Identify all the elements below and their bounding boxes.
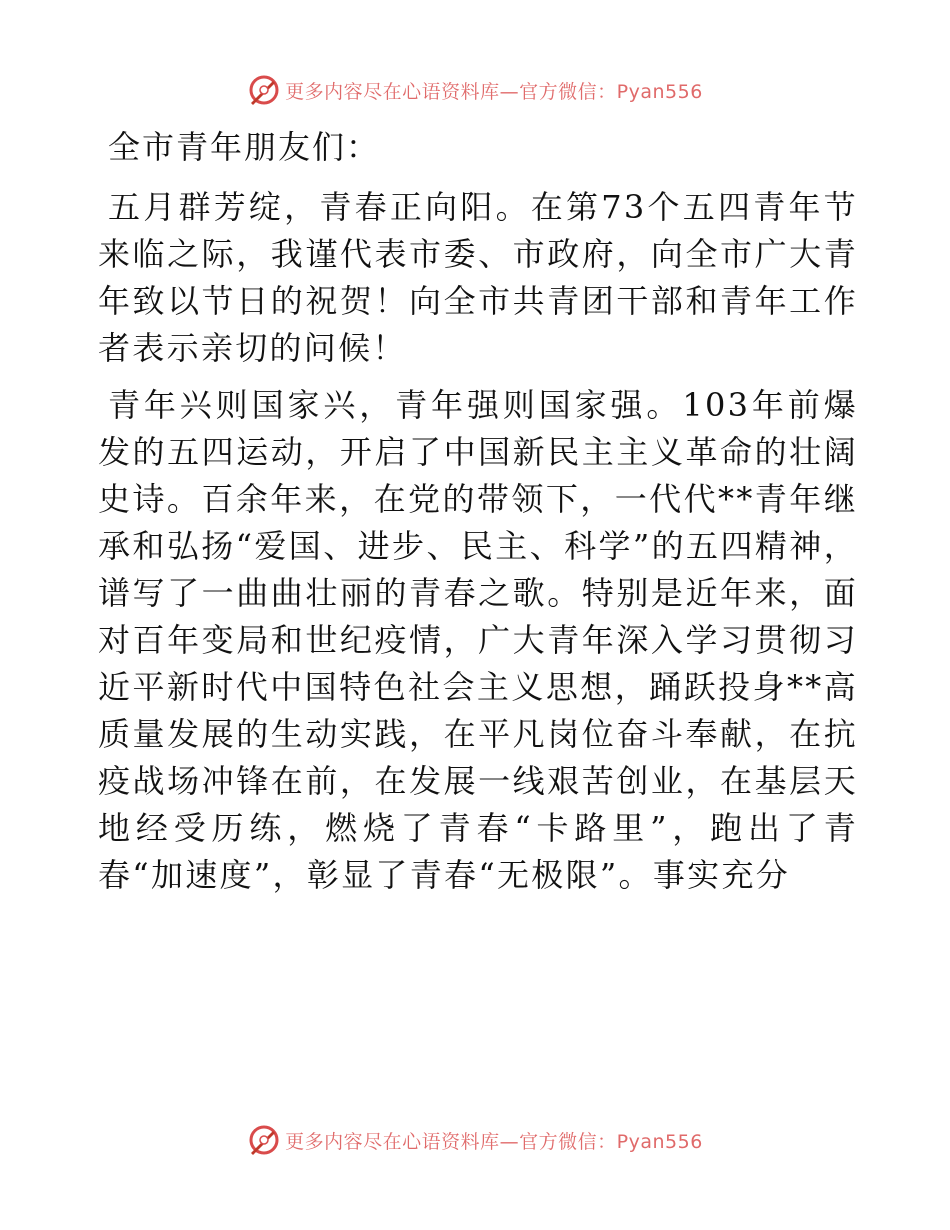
paragraph-1: 五月群芳绽，青春正向阳。在第73个五四青年节来临之际，我谨代表市委、市政府，向全市广大青年致以节日的祝贺！向全市共青团干部和青年工作者表示亲切的问候！ [98,188,858,367]
footer-watermark-banner [0,1120,950,1160]
header-watermark-text: 更多内容尽在心语资料库—官方微信：Pyan556 [285,80,703,103]
document-body [98,124,858,909]
header-watermark-banner [0,70,950,110]
footer-watermark-text: 更多内容尽在心语资料库—官方微信：Pyan556 [285,1130,703,1153]
pen-logo-icon [247,1123,281,1157]
paragraph-2: 青年兴则国家兴，青年强则国家强。103年前爆发的五四运动，开启了中国新民主主义革命的壮阔史诗。百余年来，在党的带领下，一代代**青年继承和弘扬“爱国、进步、民主、科学”的五四精神，谱写了一曲曲壮丽的青春之歌。特别是近年来，面对百年变局和世纪疫情，广大青年深入学习贯彻习近平新时代中国特色社会主义思想，踊跃投身**高质量发展的生动实践，在平凡岗位奋斗奉献，在抗疫战场冲锋在前，在发展一线艰苦创业，在基层天地经受历练，燃烧了青春“卡路里”，跑出了青春“加速度”，彰显了青春“无极限”。事实充分 [98,386,858,894]
pen-logo-icon [247,73,281,107]
letter-greeting: 全市青年朋友们： [108,128,381,166]
